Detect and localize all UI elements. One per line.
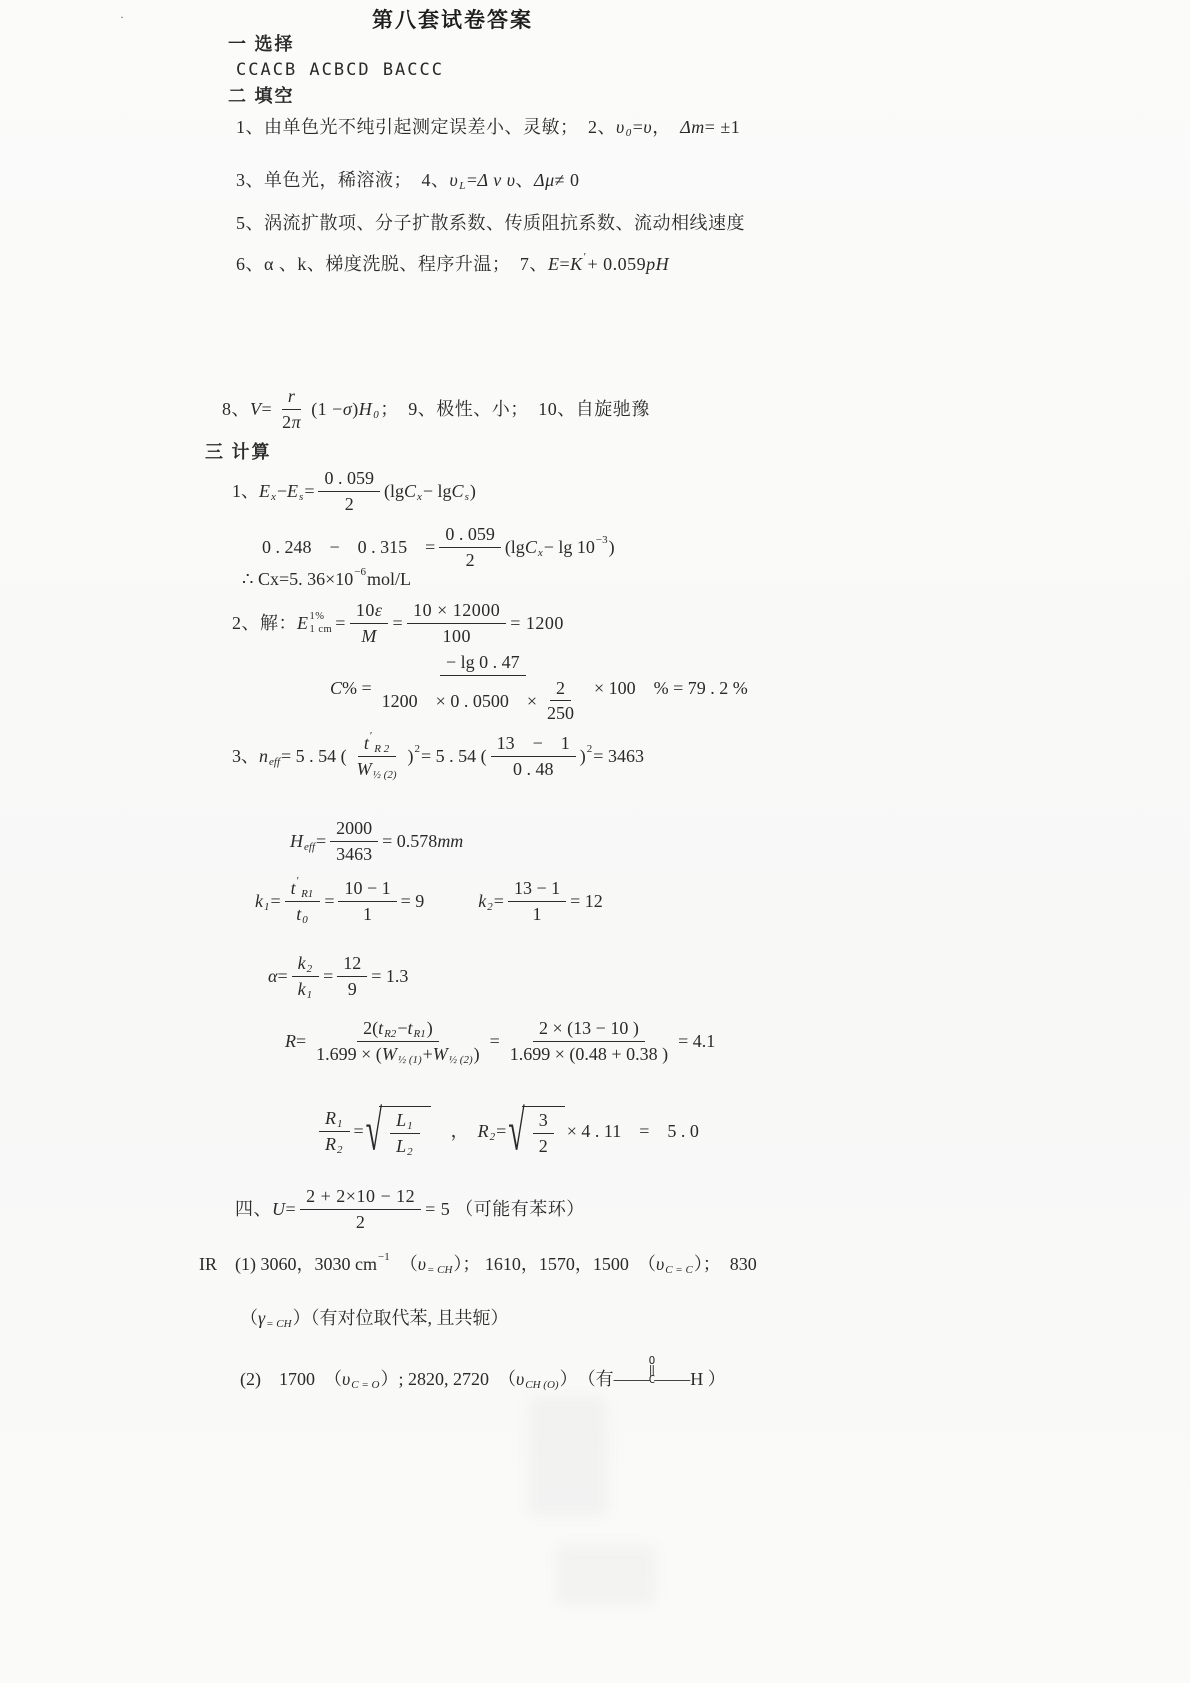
calc2-equation: 2、解： E 1% 1 cm = 10 ε M = $\frac{10 \times 12000}{100}$ = 1200	[232, 600, 564, 646]
scan-artifact-dot: ·	[120, 10, 124, 24]
section-choice-heading: 一 选择	[228, 34, 295, 54]
calc4-unsaturation: 四、 U = $\frac{2 + 2\times 10 - 12}{2}$ = 5 （可能有苯环）	[235, 1186, 585, 1232]
fill-item-5: 5、涡流扩散项、分子扩散系数、传质阻抗系数、流动相线速度	[236, 213, 745, 233]
calc3-neff: 3、 n eff = 5 . 54 ( t ′ R 2 W ½ (2) ) 2 = 5 . 54 ( $\frac{13 - 1}{0 . 48}$ ) 2 = 3463	[232, 730, 644, 781]
section-calc-heading: 三 计算	[205, 442, 272, 462]
calc3-resolution: R = 2( t R2 − t R1 ) 1.699 × ( W ½ (1) + W ½ (2) ) = $\frac{2 \times (13 - 10 )}{1.699 \times (0.48 + 0.38 )}$ = 4.1	[285, 1018, 716, 1066]
calc3-k1-k2: k 1 = t ′ R1 t 0 = $\frac{10 - 1}{1}$ = 9 k 2 = $\frac{13 - 1}{1}$ = 12	[255, 875, 603, 926]
fill-item-8-9-10: 8、 V = r 2 π (1 − σ ) H 0 ； 9、极性、小； 10、自旋驰豫	[222, 386, 650, 432]
section-fill-heading: 二 填空	[228, 86, 295, 106]
calc3-heff: H eff = $\frac{2000}{3463}$ = 0.578 mm	[290, 818, 464, 864]
calc1-equation: 1、 E x − E s = $\frac{0 . 059}{2}$ (lg C x − lg C s )	[232, 468, 476, 514]
choice-answers: CCACB ACBCD BACCC	[236, 60, 444, 80]
calc1-substitution: 0 . 248 − 0 . 315 = $\frac{0 . 059}{2}$ (lg C x − lg 10 −3 )	[262, 524, 615, 570]
calc3-alpha: α = k 2 k 1 = $\frac{12}{9}$ = 1.3	[268, 953, 409, 1001]
ir-analysis-2: (2) 1700 （ υ C = O ）; 2820, 2720 （ υ CH (O) ） （有 —— O ‖ C ——H ）	[240, 1354, 726, 1391]
calc3-r1-r2: R 1 R 2 = √ L 1 L 2 ， R 2 = √ $\frac{3}{2}$ × 4 . 11 = 5 . 0	[315, 1106, 699, 1156]
calc2-concentration: C % = − lg 0 . 47 1200 × 0 . 0500 × $\frac{2}{250}$ × 100 % = 79 . 2 %	[330, 652, 748, 724]
calc1-result: ∴ Cx=5. 36×10 −6 mol/L	[242, 565, 411, 589]
fill-item-3-4: 3、单色光，稀溶液； 4、 υ L = Δ ν υ 、 Δμ ≠ 0	[236, 170, 580, 192]
ir-analysis-1b: （ γ = CH ）（有对位取代苯, 且共轭）	[240, 1308, 509, 1330]
fill-item-1-2: 1、由单色光不纯引起测定误差小、灵敏； 2、 υ 0 = υ ， Δm = ±1	[236, 117, 741, 139]
fill-item-6-7: 6、α 、k、梯度洗脱、程序升温； 7、 E = K ′ + 0.059 pH	[236, 250, 670, 274]
ir-analysis-1: IR (1) 3060，3030 cm −1 （ υ = CH ）； 1610，1570，1500 （ υ C = C ）； 830	[199, 1250, 757, 1276]
page-title: 第八套试卷答案	[372, 8, 533, 32]
scan-smudge-2	[556, 1545, 656, 1605]
scan-smudge	[528, 1396, 608, 1516]
